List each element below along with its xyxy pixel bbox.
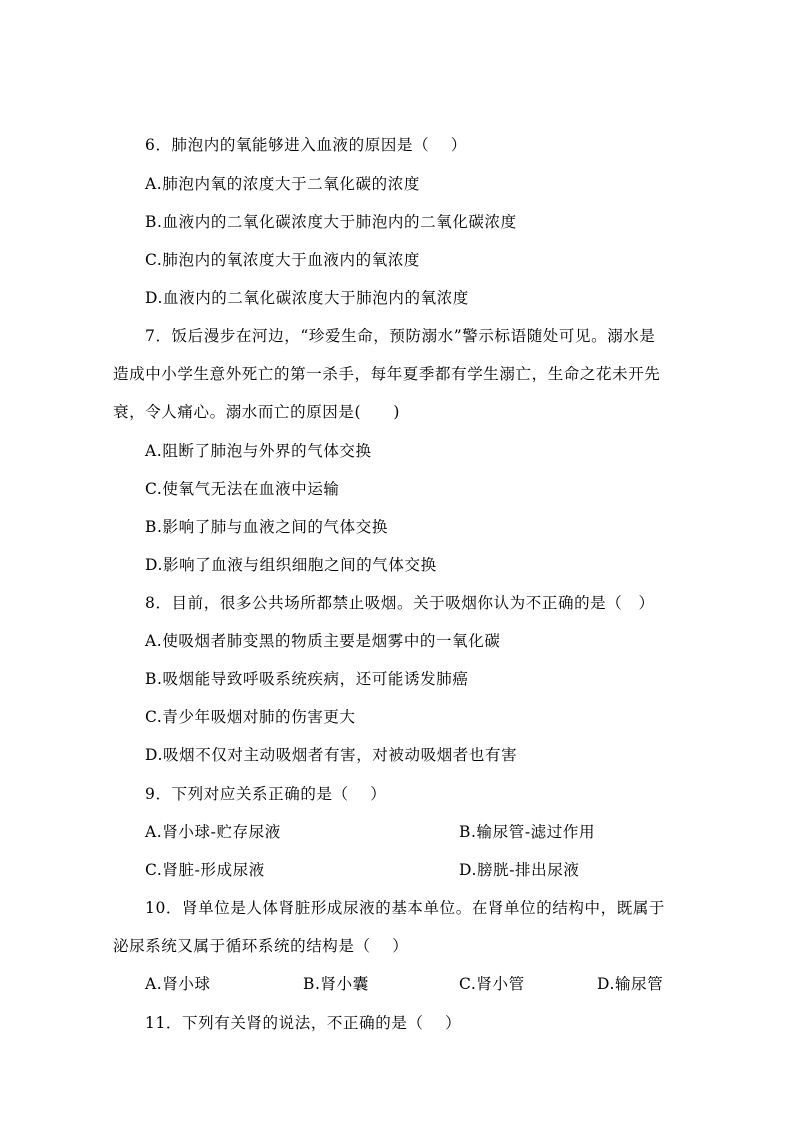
question-10-option-c: C.肾小管	[459, 975, 525, 993]
question-6-option-b: B.血液内的二氧化碳浓度大于肺泡内的二氧化碳浓度	[145, 213, 517, 231]
question-10-option-b: B.肾小囊	[303, 975, 369, 993]
question-7-stem-line-3: 衰，令人痛心。溺水而亡的原因是( )	[113, 403, 400, 421]
question-7-stem-line-1: 7．饭后漫步在河边，“珍爱生命，预防溺水”警示标语随处可见。溺水是	[145, 327, 656, 345]
question-7-option-a: A.阻断了肺泡与外界的气体交换	[145, 442, 372, 460]
question-10-stem-line-2: 泌尿系统又属于循环系统的结构是（ ）	[113, 937, 409, 955]
question-6-option-a: A.肺泡内氧的浓度大于二氧化碳的浓度	[145, 175, 420, 193]
question-6-option-c: C.肺泡内的氧浓度大于血液内的氧浓度	[145, 251, 421, 269]
question-10-stem-line-1: 10．肾单位是人体肾脏形成尿液的基本单位。在肾单位的结构中，既属于	[145, 899, 666, 917]
question-8-option-a: A.使吸烟者肺变黑的物质主要是烟雾中的一氧化碳	[145, 632, 501, 650]
question-8-option-d: D.吸烟不仅对主动吸烟者有害，对被动吸烟者也有害	[145, 746, 518, 764]
question-6-option-d: D.血液内的二氧化碳浓度大于肺泡内的氧浓度	[145, 289, 469, 307]
question-8-option-b: B.吸烟能导致呼吸系统疾病，还可能诱发肺癌	[145, 670, 469, 688]
question-7-stem-line-2: 造成中小学生意外死亡的第一杀手，每年夏季都有学生溺亡，生命之花未开先	[113, 365, 661, 383]
question-9-option-c: C.肾脏-形成尿液	[145, 861, 265, 879]
question-9-stem: 9．下列对应关系正确的是（ ）	[145, 785, 387, 803]
question-11-stem: 11．下列有关肾的说法，不正确的是（ ）	[145, 1014, 462, 1032]
question-7-option-b: B.影响了肺与血液之间的气体交换	[145, 518, 388, 536]
question-7-option-c: C.使氧气无法在血液中运输	[145, 480, 340, 498]
question-7-option-d: D.影响了血液与组织细胞之间的气体交换	[145, 556, 437, 574]
question-10-option-d: D.输尿管	[597, 975, 664, 993]
question-9-option-d: D.膀胱-排出尿液	[459, 861, 580, 879]
question-9-option-a: A.肾小球-贮存尿液	[145, 823, 281, 841]
question-8-stem: 8．目前，很多公共场所都禁止吸烟。关于吸烟你认为不正确的是（ ）	[145, 594, 655, 612]
question-10-option-a: A.肾小球	[145, 975, 211, 993]
question-8-option-c: C.青少年吸烟对肺的伤害更大	[145, 708, 356, 726]
question-6-stem: 6．肺泡内的氧能够进入血液的原因是（ ）	[145, 136, 467, 154]
question-9-option-b: B.输尿管-滤过作用	[459, 823, 596, 841]
